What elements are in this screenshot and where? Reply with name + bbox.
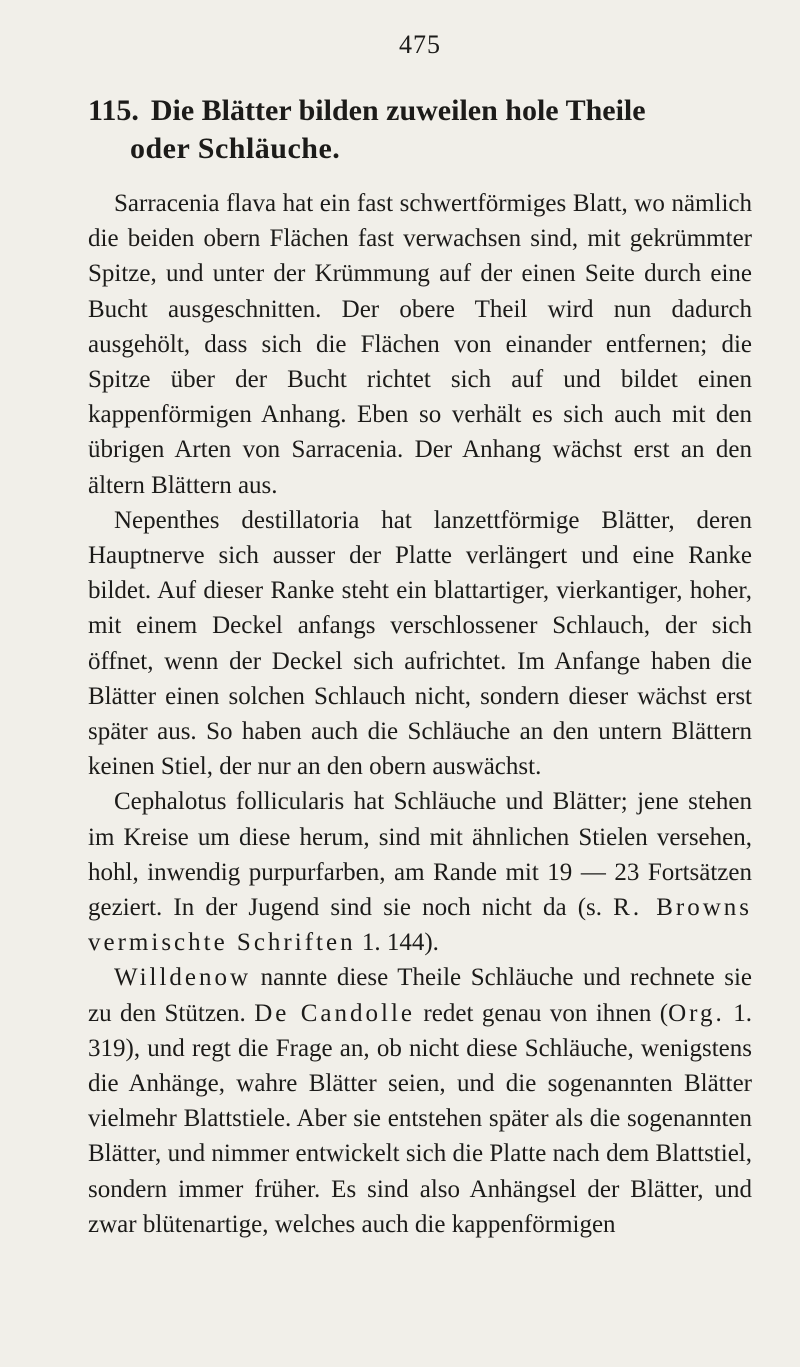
- author-willdenow: Willdenow: [114, 964, 252, 992]
- author-decandolle: De Candolle: [254, 999, 416, 1027]
- willdenow-text: nannte diese Theile Schläuche und rechnete sie zu den Stützen.: [88, 964, 752, 1027]
- paragraph-nepenthes: Nepenthes destillatoria hat lanzettförmige Blätter, deren Hauptnerve sich ausser der Platte verlängert und eine Ranke bildet. Auf dieser Ranke steht ein blattartiger, vierkantiger, hoher, mit einem Deckel anfangs verschlossener Schlauch, der sich öffnet, wenn der Deckel sich aufrichtet. Im Anfange haben die Blätter einen solchen Schlauch nicht, sondern dieser wächst erst später aus. So haben auch die Schläuche an den untern Blättern keinen Stiel, der nur an den obern auswächst.: [88, 506, 752, 781]
- section-title-line2: oder Schläuche.: [130, 132, 341, 165]
- cephalotus-text-end: 1. 144).: [355, 929, 439, 957]
- paragraph-willdenow: [88, 960, 752, 1242]
- cephalotus-text: Cephalotus follicularis hat Schläuche und Blätter; jene stehen im Kreise um diese herum, sind mit ähnlichen Stielen versehen, hohl, inwendig purpurfarben, am Rande mit 19 — 23 Fortsätzen geziert. In der Jugend sind sie noch nicht da (s.: [88, 788, 752, 922]
- page-number: 475: [399, 30, 441, 59]
- citation-org: Org.: [668, 999, 725, 1027]
- paragraph-cephalotus: [88, 784, 752, 960]
- section-title-line1: Die Blätter bilden zuweilen hole Theile: [150, 94, 646, 127]
- section-number: 115.: [88, 94, 139, 127]
- willdenow-text-end: 1. 319), und regt die Frage an, ob nicht diese Schläuche, wenigstens die Anhänge, wahre Blätter seien, und die sogenannten Blätter vielmehr Blattstiele. Aber sie entstehen später als die sogenannten Blätter, und nimmer entwickelt sich die Platte nach dem Blattstiel, sondern immer früher. Es sind also Anhängsel der Blätter, und zwar blütenartige, welches auch die kappenförmigen: [88, 999, 752, 1238]
- paragraph-sarracenia: Sarracenia flava hat ein fast schwertförmiges Blatt, wo nämlich die beiden obern Flächen fast verwachsen sind, mit gekrümmter Spitze, und unter der Krümmung auf der einen Seite durch eine Bucht ausgeschnitten. Der obere Theil wird nun dadurch ausgehölt, dass sich die Flächen von einander entfernen; die Spitze über der Bucht richtet sich auf und bildet einen kappenförmigen Anhang. Eben so verhält es sich auch mit den übrigen Arten von Sarracenia. Der Anhang wächst erst an den ältern Blättern aus.: [88, 190, 752, 499]
- citation-brown: R. Browns vermischte Schriften: [88, 894, 752, 957]
- section-heading: [88, 92, 752, 168]
- decandolle-text: redet genau von ihnen (: [415, 999, 669, 1027]
- body-text: [88, 186, 752, 1242]
